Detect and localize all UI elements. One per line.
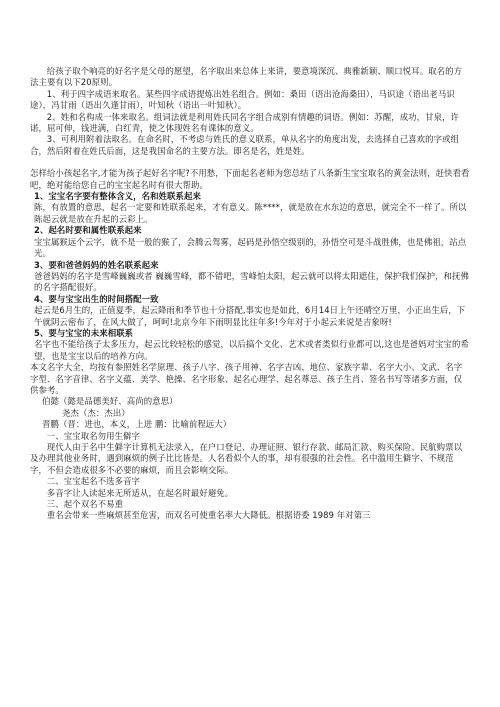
tip-3-body: 重名会带来一些麻烦甚至危害，而双名可使重名率大大降低。根据语委 1989 年对第三 (46, 510, 371, 521)
rule-3-paragraph: 3、可利用附着法取名。在命名时，不考虑与姓氏的意义联系，单从名字的角度出发，去选择自己喜欢的字或组合，然后附着在姓氏后面，这是我国命名的主要方法。即名是名，姓是姓。 (30, 134, 460, 156)
example-name: 伯懿 (42, 396, 59, 407)
section-5-title: 5、要与宝宝的未来相联系 (34, 327, 134, 338)
section-5-body: 名字也不能给孩子太多压力，起云比较轻松的感觉，以后搞个文化、艺术或者类似行业都可以,这也是爸妈对宝宝的希望，也是宝宝以后的培养方向。 (34, 339, 469, 361)
section-gap (30, 157, 470, 168)
rule-1-paragraph: 1、利于四字成语来取名。某些四字成语提炼出姓名组合。例如：桑田（语出沧海桑田），马识途（语出老马识途），冯甘雨（语出久逢甘雨），叶知秋（语出一叶知秋）。 (30, 88, 455, 111)
example-name: 尧杰 (62, 407, 79, 418)
example-meaning: （懿是品德美好、高尚的意思） (58, 396, 178, 407)
section-2-body: 宝宝属猴远个云字，就不是一般的猴了，会腾云驾雾，起码是孙悟空级别的，孙悟空可是斗战胜佛，也是佛祖，站点光。 (34, 236, 467, 259)
section-3-title: 3、要和爸爸妈妈的姓名联系起来 (34, 259, 159, 270)
example-meaning: （杰：杰出） (78, 407, 130, 418)
guide-lead-paragraph: 怎样给小孩起名字,才能为孩子起好名字呢?不用愁，下面起名老师为您总结了八条新生宝宝取名的黄金法则，赶快看看吧，绝对能给您自己的宝宝起名时有很大帮助。 (30, 168, 470, 190)
tip-3-title: 三、起个双名不易重 (46, 499, 124, 510)
example-name-1 (42, 396, 470, 407)
section-1-body: 陈，有放置的意思，起名一定要和姓联系起来，才有意义。陈****，就是放在水东边的意思，就完全不一样了。所以陈起云就是放在升起的云彩上。 (34, 202, 467, 224)
section-3-body: 爸爸妈妈的名字是雪峰巍巍或者 巍巍雪峰，都不错吧，雪峰怕太阳，起云就可以将太阳遮住，保护我们保护，和抚佛的名字搭配很好。 (34, 270, 469, 293)
tip-1-title: 一、宝宝取名勿用生僻字 (46, 430, 141, 441)
tip-2-body: 多音字让人读起来无所适从，在起名时最好避免。 (46, 487, 234, 498)
section-4-body: 起云是6月生的，正值夏季，起云降雨和季节也十分搭配,事实也是如此，6月14日上午还晴空万里，小正出生后，下午就阴云密布了，在风大做了，呵呵!北京今年下雨明显比往年多!今年对于小起云来说是吉象呀! (34, 305, 466, 327)
intro-paragraph: 给孩子取个响亮的好名字是父母的愿望，名字取出来总体上来讲，要意境深沉、典雅新颖、顺口悦耳。取名的方法主要有以下20原则。 (30, 66, 463, 88)
tip-1-body: 现代人由于名中生僻字计算机无法录入，在户口登记、办理证照、银行存款、邮局汇款、购买保险、民航购票以及办理其他业务时，遇到麻烦的例子比比皆是。人名看似个人的事，却有很强的社会性。名中滥用生僻字、不规范字，不但会造成很多不必要的麻烦，而且会影响交际。 (30, 442, 463, 475)
tip-2-title: 二、宝宝起名不选多音字 (46, 476, 141, 487)
rule-2-paragraph: 2、姓和名构成一体来取名。组词法就是利用姓氏同名字组合成别有情趣的词语。例如：苏醒，成功，甘泉，许诺，屈可伸，钱进满，白红青，使之体现姓名有课体的意义。 (30, 111, 460, 134)
section-5-extra: 本文名字大全，均按有参照姓名学原理、孩子八字、孩子用神、名字吉凶、地位、家族字辈、名字大小、文武、名字字型、名字音律、名字义蕴、美学、艳操、名字形象、起名心理学、起名尊忌、孩子生肖、签名书写等诸多方面，仅供参考。 (30, 362, 463, 395)
section-1-title: 1、宝宝名字要有整体含义，名和姓联系起来 (34, 191, 201, 202)
example-name: 晋鹏 (42, 419, 59, 430)
section-2-title: 2、起名时要和属性联系起来 (34, 225, 142, 236)
example-meaning: （晋：进也，本义，上进 鹏：比喻前程远大） (58, 419, 232, 430)
section-4-title: 4、要与宝宝出生的时间搭配一致 (34, 293, 159, 304)
example-name-3 (42, 419, 470, 430)
example-name-2 (62, 408, 470, 419)
